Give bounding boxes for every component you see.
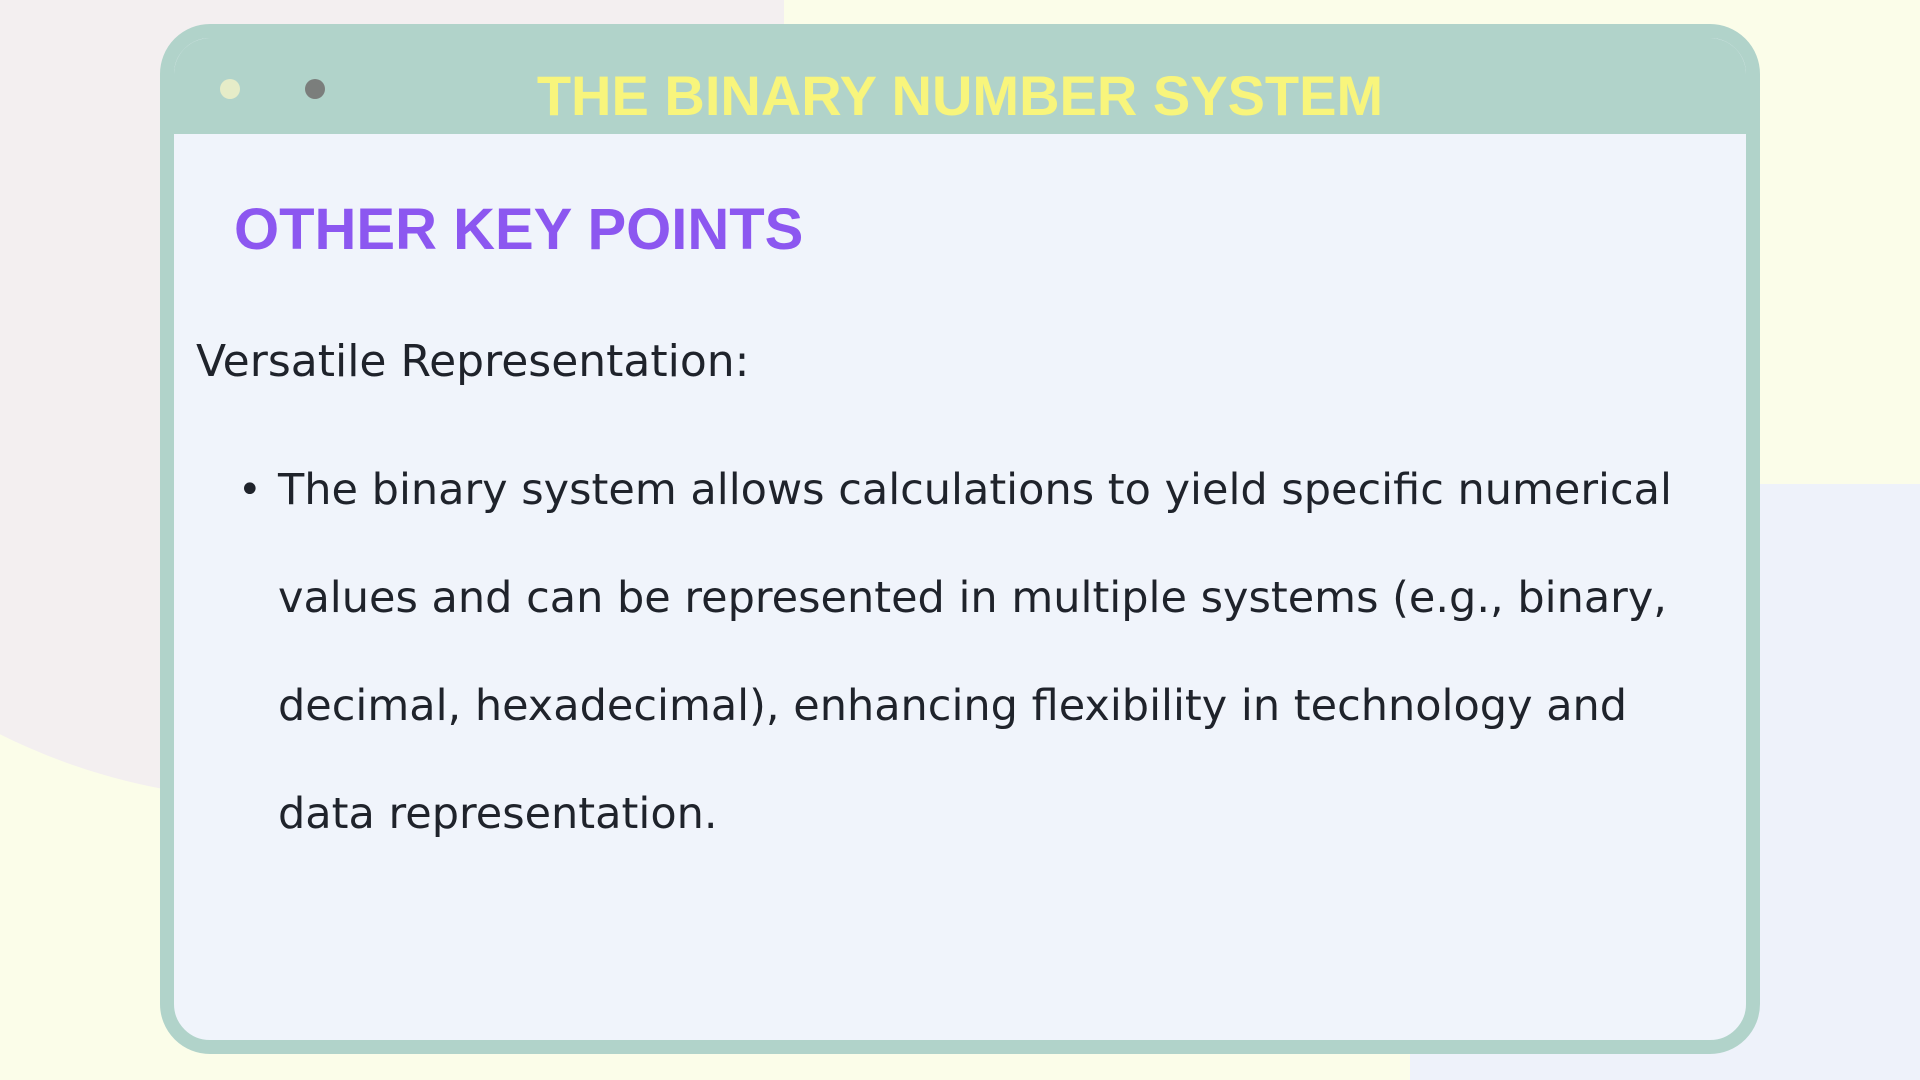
window-title: THE BINARY NUMBER SYSTEM — [536, 64, 1384, 127]
bullet-list — [224, 436, 1724, 868]
slide-window — [160, 24, 1760, 1054]
window-title-bar — [174, 38, 1746, 134]
section-heading: OTHER KEY POINTS — [234, 197, 804, 262]
bullet-text: The binary system allows calculations to yield specific numerical values and can be represented in multiple systems (e.g., binary, decimal, hexadecimal), enhancing flexibility in technology and data representation. — [278, 465, 1672, 839]
point-subheading: Versatile Representation: — [196, 336, 750, 387]
bullet-icon: • — [238, 467, 262, 513]
list-item — [224, 436, 1724, 868]
